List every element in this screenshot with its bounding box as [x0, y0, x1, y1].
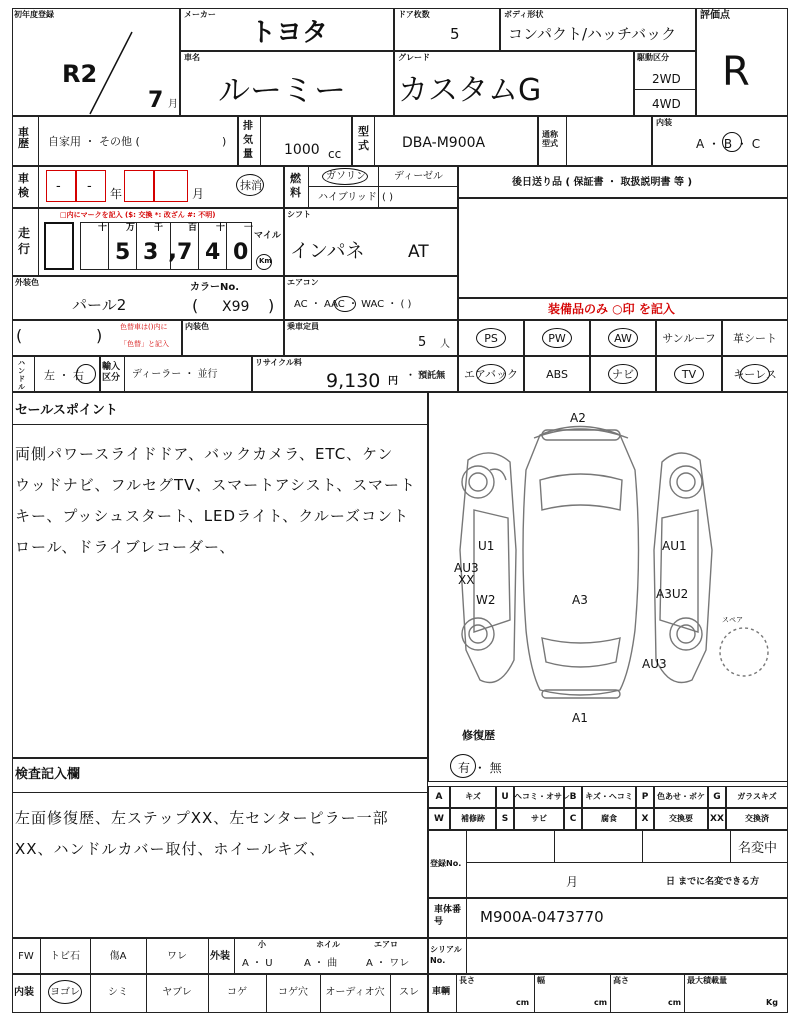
model-value: DBA-M900A	[402, 135, 486, 151]
equipment-item: サンルーフ	[662, 332, 716, 345]
equipment-item: TV	[681, 368, 697, 381]
legend-text: 色あせ・ボケ	[657, 792, 705, 801]
docs-text: 後日送り品 ( 保証書 ・ 取扱説明書 等 )	[512, 177, 693, 188]
legend-text: ヘコミ・オサレ	[514, 792, 570, 801]
load-label: 最大積載量	[687, 976, 727, 985]
body-type-label: ボディ形状	[504, 10, 544, 19]
maker-label: メーカー	[184, 10, 216, 19]
legend-text: 交換要	[669, 814, 693, 823]
legend-text: G	[713, 792, 721, 802]
label-au3-left: AU3	[454, 561, 479, 575]
displacement-unit: cc	[328, 147, 342, 161]
serial-cell	[428, 938, 788, 974]
interior-item: ヤブレ	[162, 987, 192, 998]
odometer-unit: 十	[98, 223, 108, 233]
inspection-notes-title: 検査記入欄	[15, 767, 81, 782]
legend-text: P	[641, 792, 649, 802]
history-value: 自家用 ・ その他 (	[48, 135, 140, 148]
odometer-divider	[108, 222, 109, 270]
first-reg-month: 7	[148, 88, 164, 113]
interior-item: スレ	[399, 987, 419, 998]
equipment-circle	[608, 364, 638, 384]
common-model-label: 通称型式	[542, 130, 558, 148]
name-change: 名変中	[738, 841, 778, 856]
mile-label: マイル	[254, 231, 281, 241]
fuel-label: 燃料	[290, 172, 301, 199]
wheel-label: ホイル	[316, 940, 340, 949]
sales-line-3: キー、プッシュスタート、LEDライト、クルーズコント	[15, 507, 410, 525]
odometer-divider	[226, 222, 227, 270]
first-reg-slash	[80, 28, 140, 118]
doors-value: 5	[450, 25, 460, 43]
label-u1: U1	[478, 539, 495, 553]
recycle-fee: 9,130	[326, 370, 381, 392]
inspection-label: 車検	[18, 172, 29, 199]
chassis-value: M900A-0473770	[480, 908, 604, 926]
recycle-label: リサイクル料	[255, 358, 302, 367]
equipment-item: エアバック	[463, 368, 519, 381]
label-a2: A2	[570, 411, 586, 425]
equipment-circle	[476, 328, 506, 348]
load-unit: Kg	[766, 998, 778, 1007]
height-label: 高さ	[613, 976, 629, 985]
score-label: 評価点	[700, 10, 730, 21]
equipment-circle	[674, 364, 704, 384]
color-note-1: 色替車は()内に	[120, 323, 168, 331]
repair-title: 修復歴	[462, 729, 495, 742]
interior-item-circle	[48, 980, 82, 1004]
grade-label: グレード	[398, 53, 430, 62]
height-unit: cm	[668, 998, 682, 1007]
inspection-line-2: XX、ハンドルカバー取付、ホイールキズ、	[15, 840, 326, 858]
odometer-digit: 5	[115, 240, 131, 265]
fuel-gasoline-circle	[322, 168, 368, 185]
recycle-note: ・ 預託無	[406, 371, 446, 381]
car-diagram	[430, 400, 786, 730]
legend-text: キズ	[465, 792, 481, 801]
exterior-color-label: 外装色	[15, 278, 39, 287]
inspection-month-unit: 月	[192, 187, 205, 201]
handle-label: ハンドル	[18, 359, 25, 391]
legend-text: C	[569, 814, 577, 824]
fw-item: トビ石	[50, 951, 80, 962]
legend-text: 交換済	[745, 814, 769, 823]
repair-value: 有 ・ 無	[458, 761, 502, 775]
mileage-mark-box	[44, 222, 74, 270]
label-xx: XX	[458, 573, 475, 587]
equipment-circle	[608, 328, 638, 348]
first-reg-month-unit: 月	[168, 99, 178, 110]
odometer-unit: 百	[188, 223, 198, 233]
fuel-diesel: ディーゼル	[394, 171, 443, 182]
legend-text: XX	[710, 814, 724, 824]
sales-line-4: ロール、ドライブレコーダー、	[15, 538, 236, 556]
size-row	[428, 974, 788, 1013]
odometer-divider	[198, 222, 199, 270]
label-au1: AU1	[662, 539, 687, 553]
sales-line-1: 両側パワースライドドア、バックカメラ、ETC、ケン	[15, 445, 394, 463]
handle-value: 左 ・ 右	[44, 369, 84, 382]
docs-space	[458, 198, 788, 298]
size-label: 車輌	[432, 987, 451, 997]
model-label: 型式	[358, 125, 369, 152]
label-a1: A1	[572, 711, 588, 725]
odometer-unit: 一	[244, 223, 254, 233]
import-value: ディーラー ・ 並行	[132, 369, 218, 380]
fuel-hybrid: ハイブリッド	[318, 192, 377, 203]
drive-2wd: 2WD	[652, 72, 681, 86]
reg-month: 月	[566, 875, 579, 889]
legend-text: X	[641, 814, 649, 824]
legend-text: W	[434, 814, 444, 824]
equipment-item: 革シート	[733, 332, 777, 345]
inspection-value: 抹消	[240, 179, 262, 192]
inspection-line-1: 左面修復歴、左ステップXX、左センターピラー一部	[15, 809, 389, 827]
odometer-unit: 十	[216, 223, 226, 233]
equipment-item: AW	[614, 332, 632, 345]
odometer-digit: 7	[177, 240, 193, 265]
fuel-other: ( )	[382, 192, 393, 203]
equipment-item: キーレス	[733, 368, 777, 381]
aircon-options: AC ・ AAC ・ WAC ・ ( )	[294, 299, 412, 310]
recycle-unit: 円	[388, 376, 398, 387]
fw-item: FW	[18, 951, 34, 962]
label-au3-right: AU3	[642, 657, 667, 671]
sales-points-title: セールスポイント	[15, 403, 118, 418]
color-no-value: X99	[222, 299, 250, 315]
exterior-color-value: パール2	[72, 296, 127, 314]
fuel-gasoline: ガソリン	[326, 171, 366, 182]
displacement-label: 排気量	[243, 121, 253, 160]
capacity-label: 乗車定員	[287, 322, 319, 331]
repair-circle	[450, 754, 476, 778]
color-no-label: カラーNo.	[190, 282, 240, 293]
fw-item: ワレ	[167, 951, 187, 962]
interior-item: コゲ	[227, 987, 247, 998]
aircon-label: エアコン	[287, 278, 319, 287]
odometer-digit: 3	[143, 240, 159, 265]
legend-text: キズ・ヘコミ	[585, 792, 633, 801]
interior-row-label: 内装	[14, 987, 34, 998]
odometer-digit: 0	[233, 240, 249, 265]
reg-no-cell	[428, 830, 788, 898]
inspection-value-circle	[236, 174, 264, 196]
capacity-unit: 人	[440, 339, 450, 350]
import-label: 輸入区分	[102, 362, 121, 383]
color-note-2: 「色替」と記入	[120, 340, 169, 348]
equipment-circle	[740, 364, 770, 384]
equipment-item: PW	[548, 332, 566, 345]
odometer-digit: 4	[205, 240, 221, 265]
drive-label: 駆動区分	[637, 53, 669, 62]
legend-text: A	[435, 792, 443, 802]
history-close: )	[222, 135, 227, 148]
label-a3: A3	[572, 593, 588, 607]
reg-no-label: 登録No.	[430, 859, 462, 868]
mileage-label: 走行	[18, 226, 31, 256]
aero-value: A ・ ワレ	[366, 958, 410, 969]
legend-text: U	[501, 792, 509, 802]
interior-grade-value: A ・ B ・ C	[696, 137, 761, 151]
car-name-value: ルーミー	[218, 71, 347, 109]
history-label: 車歴	[18, 126, 29, 150]
equipment-header: 装備品のみ ○印 を記入	[548, 302, 675, 316]
legend-text: B	[569, 792, 577, 802]
shift-type: AT	[408, 242, 429, 262]
equipment-item: PS	[484, 332, 498, 345]
grade-value: カスタムG	[398, 73, 542, 108]
exterior-small-label: 外装	[210, 951, 230, 962]
displacement-value: 1000	[284, 142, 320, 158]
equipment-item: ナビ	[612, 368, 634, 381]
odometer-divider	[136, 222, 137, 270]
label-spare: スペア	[722, 616, 743, 624]
mileage-instruction: □内にマークを記入 ($: 交換 *: 改ざん #: 不明)	[60, 211, 216, 219]
serial-label: シリアルNo.	[430, 945, 462, 965]
fw-item: 傷A	[109, 951, 127, 962]
chassis-label: 車体番号	[434, 905, 462, 927]
capacity-value: 5	[418, 335, 427, 350]
width-label: 幅	[537, 976, 545, 985]
width-unit: cm	[594, 998, 608, 1007]
sales-line-2: ウッドナビ、フルセグTV、スマートアシスト、スマート	[15, 476, 416, 494]
aero-label: エアロ	[374, 940, 398, 949]
body-type-value: コンパクト/ハッチバック	[508, 25, 677, 43]
car-name-label: 車名	[184, 53, 200, 62]
odometer-unit: 万	[126, 223, 136, 233]
interior-item: ヨゴレ	[50, 987, 80, 998]
small-value: A ・ U	[242, 958, 273, 969]
odometer-unit: 千	[154, 223, 164, 233]
length-unit: cm	[516, 998, 530, 1007]
equipment-circle	[542, 328, 572, 348]
legend-text: ガラスキズ	[737, 792, 777, 801]
score-value: R	[722, 49, 750, 95]
first-reg-year: R2	[62, 60, 98, 88]
shift-pos: インパネ	[290, 240, 365, 262]
mileage-comma: ,	[168, 236, 178, 264]
interior-color-label: 内装色	[185, 322, 209, 331]
doors-label: ドア枚数	[398, 10, 430, 19]
small-label: 小	[258, 940, 266, 949]
interior-item: オーディオ穴	[325, 987, 385, 998]
maker-value: トヨタ	[250, 18, 329, 48]
shift-label: シフト	[287, 210, 311, 219]
drive-4wd: 4WD	[652, 97, 681, 111]
length-label: 長さ	[459, 976, 475, 985]
wheel-value: A ・ 曲	[304, 958, 338, 969]
legend-text: 補修跡	[461, 814, 485, 823]
legend-text: サビ	[531, 814, 547, 823]
legend-text: 腐食	[601, 814, 617, 823]
legend-text: S	[501, 814, 509, 824]
interior-grade-label: 内装	[656, 118, 672, 127]
equipment-item: ABS	[546, 368, 568, 381]
interior-item: シミ	[108, 987, 128, 998]
label-a3u2: A3U2	[656, 587, 689, 601]
interior-grade-circle	[722, 132, 742, 152]
inspection-year-unit: 年	[110, 187, 123, 201]
reg-day-text: 日 までに名変できる方	[666, 877, 760, 887]
km-label: Km	[259, 257, 272, 265]
aircon-circle	[334, 296, 356, 312]
equipment-circle	[476, 364, 506, 384]
label-w2: W2	[476, 593, 496, 607]
first-reg-label: 初年度登録	[14, 10, 54, 19]
interior-item: コゲ穴	[278, 987, 308, 998]
